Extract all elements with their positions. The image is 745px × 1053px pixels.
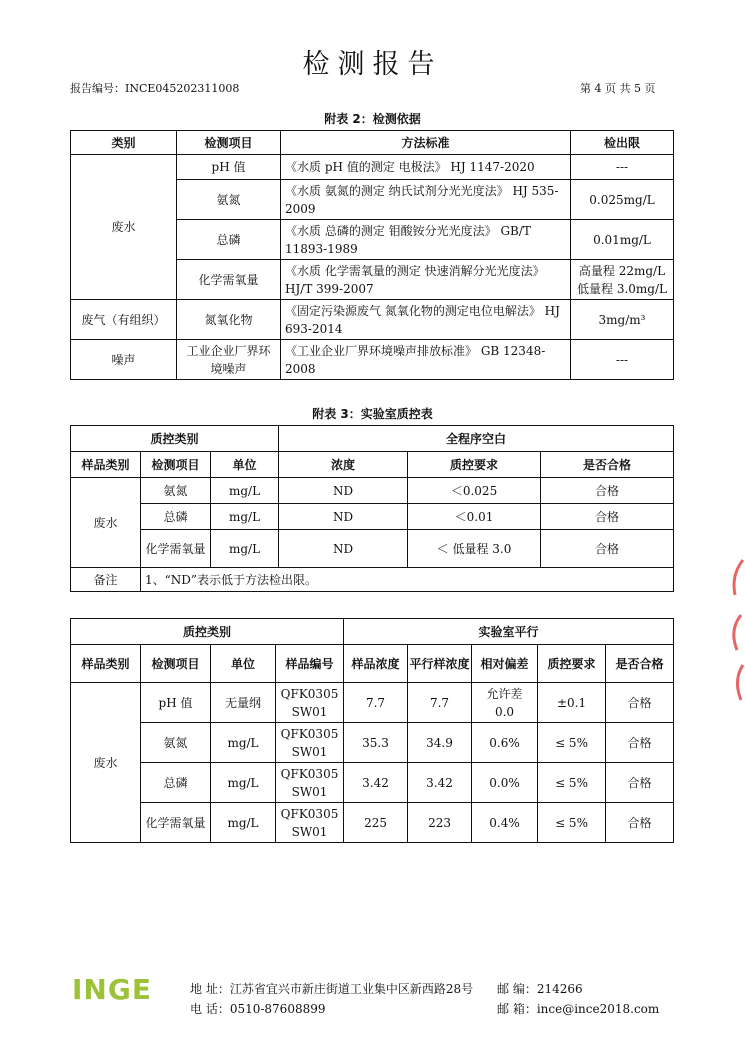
footer-email: 邮 箱：ince@ince2018.com bbox=[497, 1002, 660, 1016]
header-cell: 平行样浓度 bbox=[408, 645, 472, 683]
footer-address: 地 址：江苏省宜兴市新庄街道工业集中区新西路28号 bbox=[190, 982, 474, 996]
footer-phone: 电 话：0510-87608899 bbox=[190, 1002, 326, 1016]
header-cell: 样品编号 bbox=[276, 645, 344, 683]
seal-stamp-fragment bbox=[723, 555, 745, 705]
header-cell: 是否合格 bbox=[606, 645, 674, 683]
item-cell: pH 值 bbox=[141, 683, 211, 723]
pass-cell: 合格 bbox=[606, 803, 674, 843]
pass-cell: 合格 bbox=[541, 504, 674, 530]
header-cell: 质控要求 bbox=[408, 452, 541, 478]
conc-cell: 225 bbox=[344, 803, 408, 843]
sample-cell: QFK0305 SW01 bbox=[276, 803, 344, 843]
sample-cell: QFK0305 SW01 bbox=[276, 723, 344, 763]
method-cell: 《水质 氨氮的测定 纳氏试剂分光光度法》 HJ 535-2009 bbox=[281, 180, 571, 220]
header-cell: 样品类别 bbox=[71, 645, 141, 683]
conc-cell: ND bbox=[279, 478, 408, 504]
category-cell: 废水 bbox=[71, 478, 141, 568]
sample-cell: QFK0305 SW01 bbox=[276, 683, 344, 723]
header-cell: 检出限 bbox=[571, 131, 674, 155]
req-cell: ＜0.025 bbox=[408, 478, 541, 504]
note-label: 备注 bbox=[71, 568, 141, 592]
header-cell: 质控要求 bbox=[538, 645, 606, 683]
method-cell: 《水质 总磷的测定 钼酸铵分光光度法》 GB/T 11893-1989 bbox=[281, 220, 571, 260]
category-cell: 噪声 bbox=[71, 340, 177, 380]
parallel-cell: 7.7 bbox=[408, 683, 472, 723]
company-logo: INGE bbox=[72, 973, 152, 1006]
unit-cell: mg/L bbox=[211, 803, 276, 843]
item-cell: 氨氮 bbox=[141, 723, 211, 763]
method-cell: 《水质 化学需氧量的测定 快速消解分光光度法》HJ/T 399-2007 bbox=[281, 260, 571, 300]
limit-cell: --- bbox=[571, 155, 674, 180]
item-cell: pH 值 bbox=[177, 155, 281, 180]
deviation-cell: 允许差 0.0 bbox=[472, 683, 538, 723]
table3-caption: 附表 3：实验室质控表 bbox=[312, 407, 433, 421]
header-cell: 样品类别 bbox=[71, 452, 141, 478]
group-header: 质控类别 bbox=[71, 426, 279, 452]
method-cell: 《工业企业厂界环境噪声排放标准》 GB 12348-2008 bbox=[281, 340, 571, 380]
group-header: 实验室平行 bbox=[344, 619, 674, 645]
report-title: 检测报告 bbox=[302, 49, 443, 80]
req-cell: ≤ 5% bbox=[538, 723, 606, 763]
pass-cell: 合格 bbox=[606, 683, 674, 723]
item-cell: 氨氮 bbox=[141, 478, 211, 504]
page-indicator: 第 4 页 共 5 页 bbox=[580, 82, 656, 95]
unit-cell: mg/L bbox=[211, 530, 279, 568]
req-cell: ＜0.01 bbox=[408, 504, 541, 530]
parallel-cell: 34.9 bbox=[408, 723, 472, 763]
table-lab-qc-parallel bbox=[70, 618, 674, 843]
pass-cell: 合格 bbox=[606, 763, 674, 803]
item-cell: 总磷 bbox=[141, 763, 211, 803]
deviation-cell: 0.4% bbox=[472, 803, 538, 843]
item-cell: 化学需氧量 bbox=[177, 260, 281, 300]
header-cell: 检测项目 bbox=[141, 645, 211, 683]
conc-cell: 7.7 bbox=[344, 683, 408, 723]
parallel-cell: 223 bbox=[408, 803, 472, 843]
header-cell: 是否合格 bbox=[541, 452, 674, 478]
header-cell: 方法标准 bbox=[281, 131, 571, 155]
method-cell: 《水质 pH 值的测定 电极法》 HJ 1147-2020 bbox=[281, 155, 571, 180]
group-header: 质控类别 bbox=[71, 619, 344, 645]
note-text: 1、“ND”表示低于方法检出限。 bbox=[141, 568, 674, 592]
category-cell: 废水 bbox=[71, 155, 177, 300]
unit-cell: mg/L bbox=[211, 763, 276, 803]
report-number: 报告编号：INCE045202311008 bbox=[70, 82, 240, 95]
limit-cell: 高量程 22mg/L 低量程 3.0mg/L bbox=[571, 260, 674, 300]
pass-cell: 合格 bbox=[606, 723, 674, 763]
table2-caption: 附表 2：检测依据 bbox=[324, 112, 421, 126]
header-cell: 类别 bbox=[71, 131, 177, 155]
header-cell: 单位 bbox=[211, 452, 279, 478]
item-cell: 化学需氧量 bbox=[141, 803, 211, 843]
limit-cell: 3mg/m³ bbox=[571, 300, 674, 340]
unit-cell: mg/L bbox=[211, 723, 276, 763]
conc-cell: ND bbox=[279, 530, 408, 568]
req-cell: ±0.1 bbox=[538, 683, 606, 723]
item-cell: 总磷 bbox=[177, 220, 281, 260]
sample-cell: QFK0305 SW01 bbox=[276, 763, 344, 803]
footer-postcode: 邮 编：214266 bbox=[497, 982, 583, 996]
table-lab-qc-blank bbox=[70, 425, 674, 592]
category-cell: 废气（有组织） bbox=[71, 300, 177, 340]
req-cell: ＜ 低量程 3.0 bbox=[408, 530, 541, 568]
limit-cell: 0.01mg/L bbox=[571, 220, 674, 260]
item-cell: 总磷 bbox=[141, 504, 211, 530]
item-cell: 氨氮 bbox=[177, 180, 281, 220]
item-cell: 氮氧化物 bbox=[177, 300, 281, 340]
parallel-cell: 3.42 bbox=[408, 763, 472, 803]
item-cell: 工业企业厂界环境噪声 bbox=[177, 340, 281, 380]
group-header: 全程序空白 bbox=[279, 426, 674, 452]
limit-cell: --- bbox=[571, 340, 674, 380]
header-cell: 检测项目 bbox=[141, 452, 211, 478]
header-cell: 样品浓度 bbox=[344, 645, 408, 683]
unit-cell: mg/L bbox=[211, 478, 279, 504]
unit-cell: mg/L bbox=[211, 504, 279, 530]
header-cell: 浓度 bbox=[279, 452, 408, 478]
conc-cell: ND bbox=[279, 504, 408, 530]
req-cell: ≤ 5% bbox=[538, 803, 606, 843]
unit-cell: 无量纲 bbox=[211, 683, 276, 723]
header-cell: 相对偏差 bbox=[472, 645, 538, 683]
category-cell: 废水 bbox=[71, 683, 141, 843]
item-cell: 化学需氧量 bbox=[141, 530, 211, 568]
limit-cell: 0.025mg/L bbox=[571, 180, 674, 220]
header-cell: 单位 bbox=[211, 645, 276, 683]
conc-cell: 35.3 bbox=[344, 723, 408, 763]
table-detection-basis bbox=[70, 130, 674, 380]
header-cell: 检测项目 bbox=[177, 131, 281, 155]
conc-cell: 3.42 bbox=[344, 763, 408, 803]
req-cell: ≤ 5% bbox=[538, 763, 606, 803]
deviation-cell: 0.0% bbox=[472, 763, 538, 803]
pass-cell: 合格 bbox=[541, 530, 674, 568]
deviation-cell: 0.6% bbox=[472, 723, 538, 763]
pass-cell: 合格 bbox=[541, 478, 674, 504]
method-cell: 《固定污染源废气 氮氧化物的测定电位电解法》 HJ 693-2014 bbox=[281, 300, 571, 340]
